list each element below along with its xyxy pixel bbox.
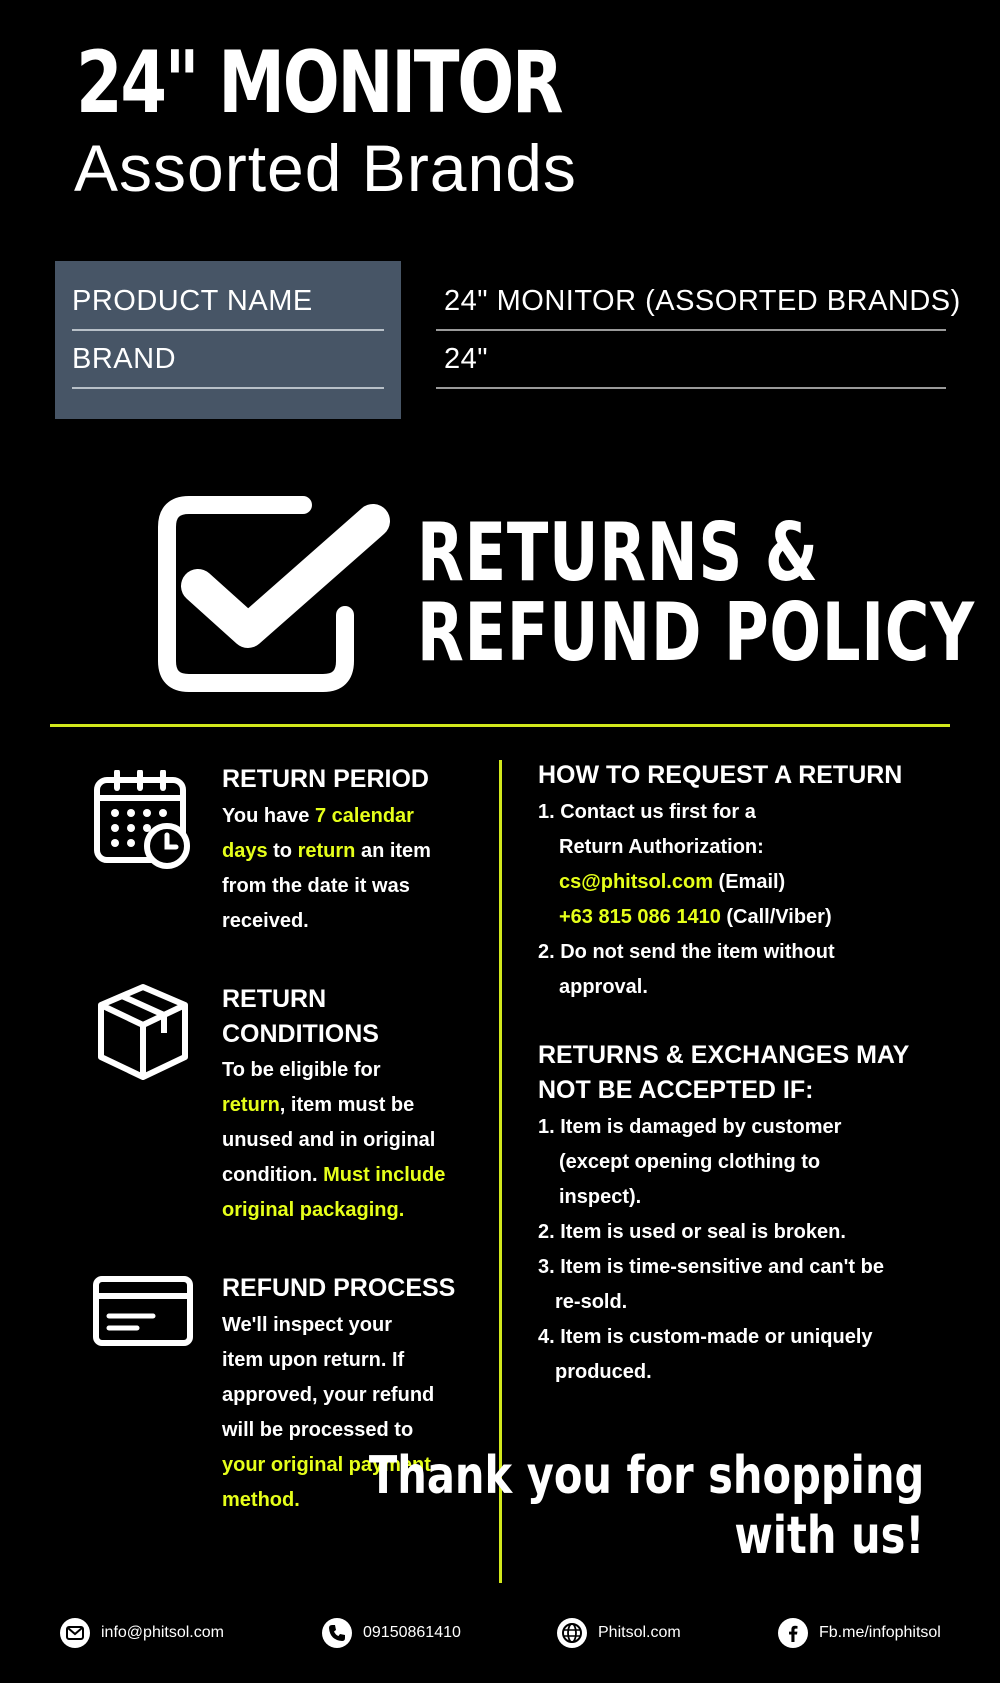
spec-label-product-name: PRODUCT NAME xyxy=(72,285,313,317)
facebook-icon xyxy=(778,1618,808,1648)
text-line: Return Authorization: xyxy=(559,836,764,858)
highlight-text: 7 calendar xyxy=(315,805,414,827)
return-conditions-title xyxy=(222,982,379,1052)
policy-title-line: RETURNS & xyxy=(417,506,819,599)
text-span: (Email) xyxy=(712,871,786,893)
spec-value-row xyxy=(436,273,961,331)
highlight-text: return xyxy=(222,1094,280,1116)
text-span: condition. xyxy=(222,1164,324,1186)
policy-title xyxy=(417,506,975,679)
calendar-clock-icon xyxy=(93,770,193,870)
footer-website[interactable] xyxy=(557,1615,681,1651)
text-line: from the date it was xyxy=(222,875,410,897)
text-span: You have xyxy=(222,805,315,827)
how-to-request-title: HOW TO REQUEST A RETURN xyxy=(538,761,903,789)
box-icon xyxy=(95,983,191,1081)
list-item: 2. Do not send the item without xyxy=(538,941,835,963)
footer-contacts xyxy=(0,1615,1000,1655)
spec-label-panel xyxy=(55,261,401,419)
text-line: To be eligible for xyxy=(222,1059,381,1081)
title-line: RETURN xyxy=(222,985,327,1013)
text-span: , item must be xyxy=(279,1094,415,1116)
text-line: approved, your refund xyxy=(222,1384,435,1406)
title-line: RETURNS & EXCHANGES MAY xyxy=(538,1041,910,1069)
spec-label-row xyxy=(72,273,384,331)
footer-facebook-text: Fb.me/infophitsol xyxy=(819,1624,941,1641)
refund-process-title: REFUND PROCESS xyxy=(222,1274,456,1302)
text-span: an item xyxy=(355,840,431,862)
divider xyxy=(72,387,384,389)
return-period-title: RETURN PERIOD xyxy=(222,765,429,793)
checkbox-check-icon xyxy=(153,491,393,695)
text-line: approval. xyxy=(559,976,648,998)
footer-facebook[interactable] xyxy=(778,1615,941,1651)
text-span: (Call/Viber) xyxy=(720,906,832,928)
email-link[interactable]: cs@phitsol.com xyxy=(559,871,713,893)
list-item: 4. Item is custom-made or uniquely xyxy=(538,1326,873,1348)
not-accepted-title xyxy=(538,1038,909,1108)
page-title: 24" MONITOR xyxy=(76,33,562,133)
spec-value-row xyxy=(436,331,946,389)
highlight-text: original packaging. xyxy=(222,1199,405,1221)
globe-icon xyxy=(557,1618,587,1648)
footer-phone-text: 09150861410 xyxy=(363,1624,461,1641)
text-line: We'll inspect your xyxy=(222,1314,392,1336)
return-period-body xyxy=(222,799,431,939)
return-conditions-body xyxy=(222,1053,445,1228)
list-item: 1. Contact us first for a xyxy=(538,801,756,823)
text-line: item upon return. If xyxy=(222,1349,405,1371)
spec-value-brand: 24" xyxy=(444,343,489,375)
text-line: inspect). xyxy=(559,1186,642,1208)
thank-you-line: Thank you for shopping xyxy=(368,1446,924,1506)
text-line: (except opening clothing to xyxy=(559,1151,821,1173)
phone-icon xyxy=(322,1618,352,1648)
highlight-text: return xyxy=(297,840,356,862)
how-to-request-body xyxy=(538,795,835,1005)
policy-title-line: REFUND POLICY xyxy=(417,586,975,679)
highlight-text: Must include xyxy=(323,1164,446,1186)
footer-phone[interactable] xyxy=(322,1615,461,1651)
text-line: received. xyxy=(222,910,309,932)
highlight-text: your original payment xyxy=(222,1454,431,1476)
title-line: CONDITIONS xyxy=(222,1020,379,1048)
divider xyxy=(436,387,946,389)
phone-link[interactable]: +63 815 086 1410 xyxy=(559,906,721,928)
section-divider xyxy=(50,724,950,727)
highlight-text: method. xyxy=(222,1489,300,1511)
spec-value-product-name: 24" MONITOR (ASSORTED BRANDS) xyxy=(444,285,961,317)
title-line: NOT BE ACCEPTED IF: xyxy=(538,1076,814,1104)
footer-email[interactable] xyxy=(60,1615,224,1651)
thank-you-message xyxy=(230,1446,924,1566)
spec-label-row xyxy=(72,331,384,389)
list-item: 3. Item is time-sensitive and can't be xyxy=(538,1256,884,1278)
footer-email-text: info@phitsol.com xyxy=(101,1624,224,1641)
credit-card-icon xyxy=(93,1276,193,1346)
spec-label-brand: BRAND xyxy=(72,343,177,375)
thank-you-line: with us! xyxy=(733,1506,924,1566)
product-spec-table xyxy=(55,261,961,419)
list-item: 2. Item is used or seal is broken. xyxy=(538,1221,846,1243)
text-line: unused and in original xyxy=(222,1129,436,1151)
list-item: 1. Item is damaged by customer xyxy=(538,1116,842,1138)
text-line: re-sold. xyxy=(555,1291,628,1313)
highlight-text: days xyxy=(222,840,268,862)
text-line: produced. xyxy=(555,1361,652,1383)
mail-icon xyxy=(60,1618,90,1648)
footer-website-text: Phitsol.com xyxy=(598,1624,681,1641)
page-subtitle: Assorted Brands xyxy=(74,131,577,205)
text-span: to xyxy=(267,840,298,862)
text-line: will be processed to xyxy=(222,1419,414,1441)
not-accepted-list xyxy=(538,1110,884,1390)
